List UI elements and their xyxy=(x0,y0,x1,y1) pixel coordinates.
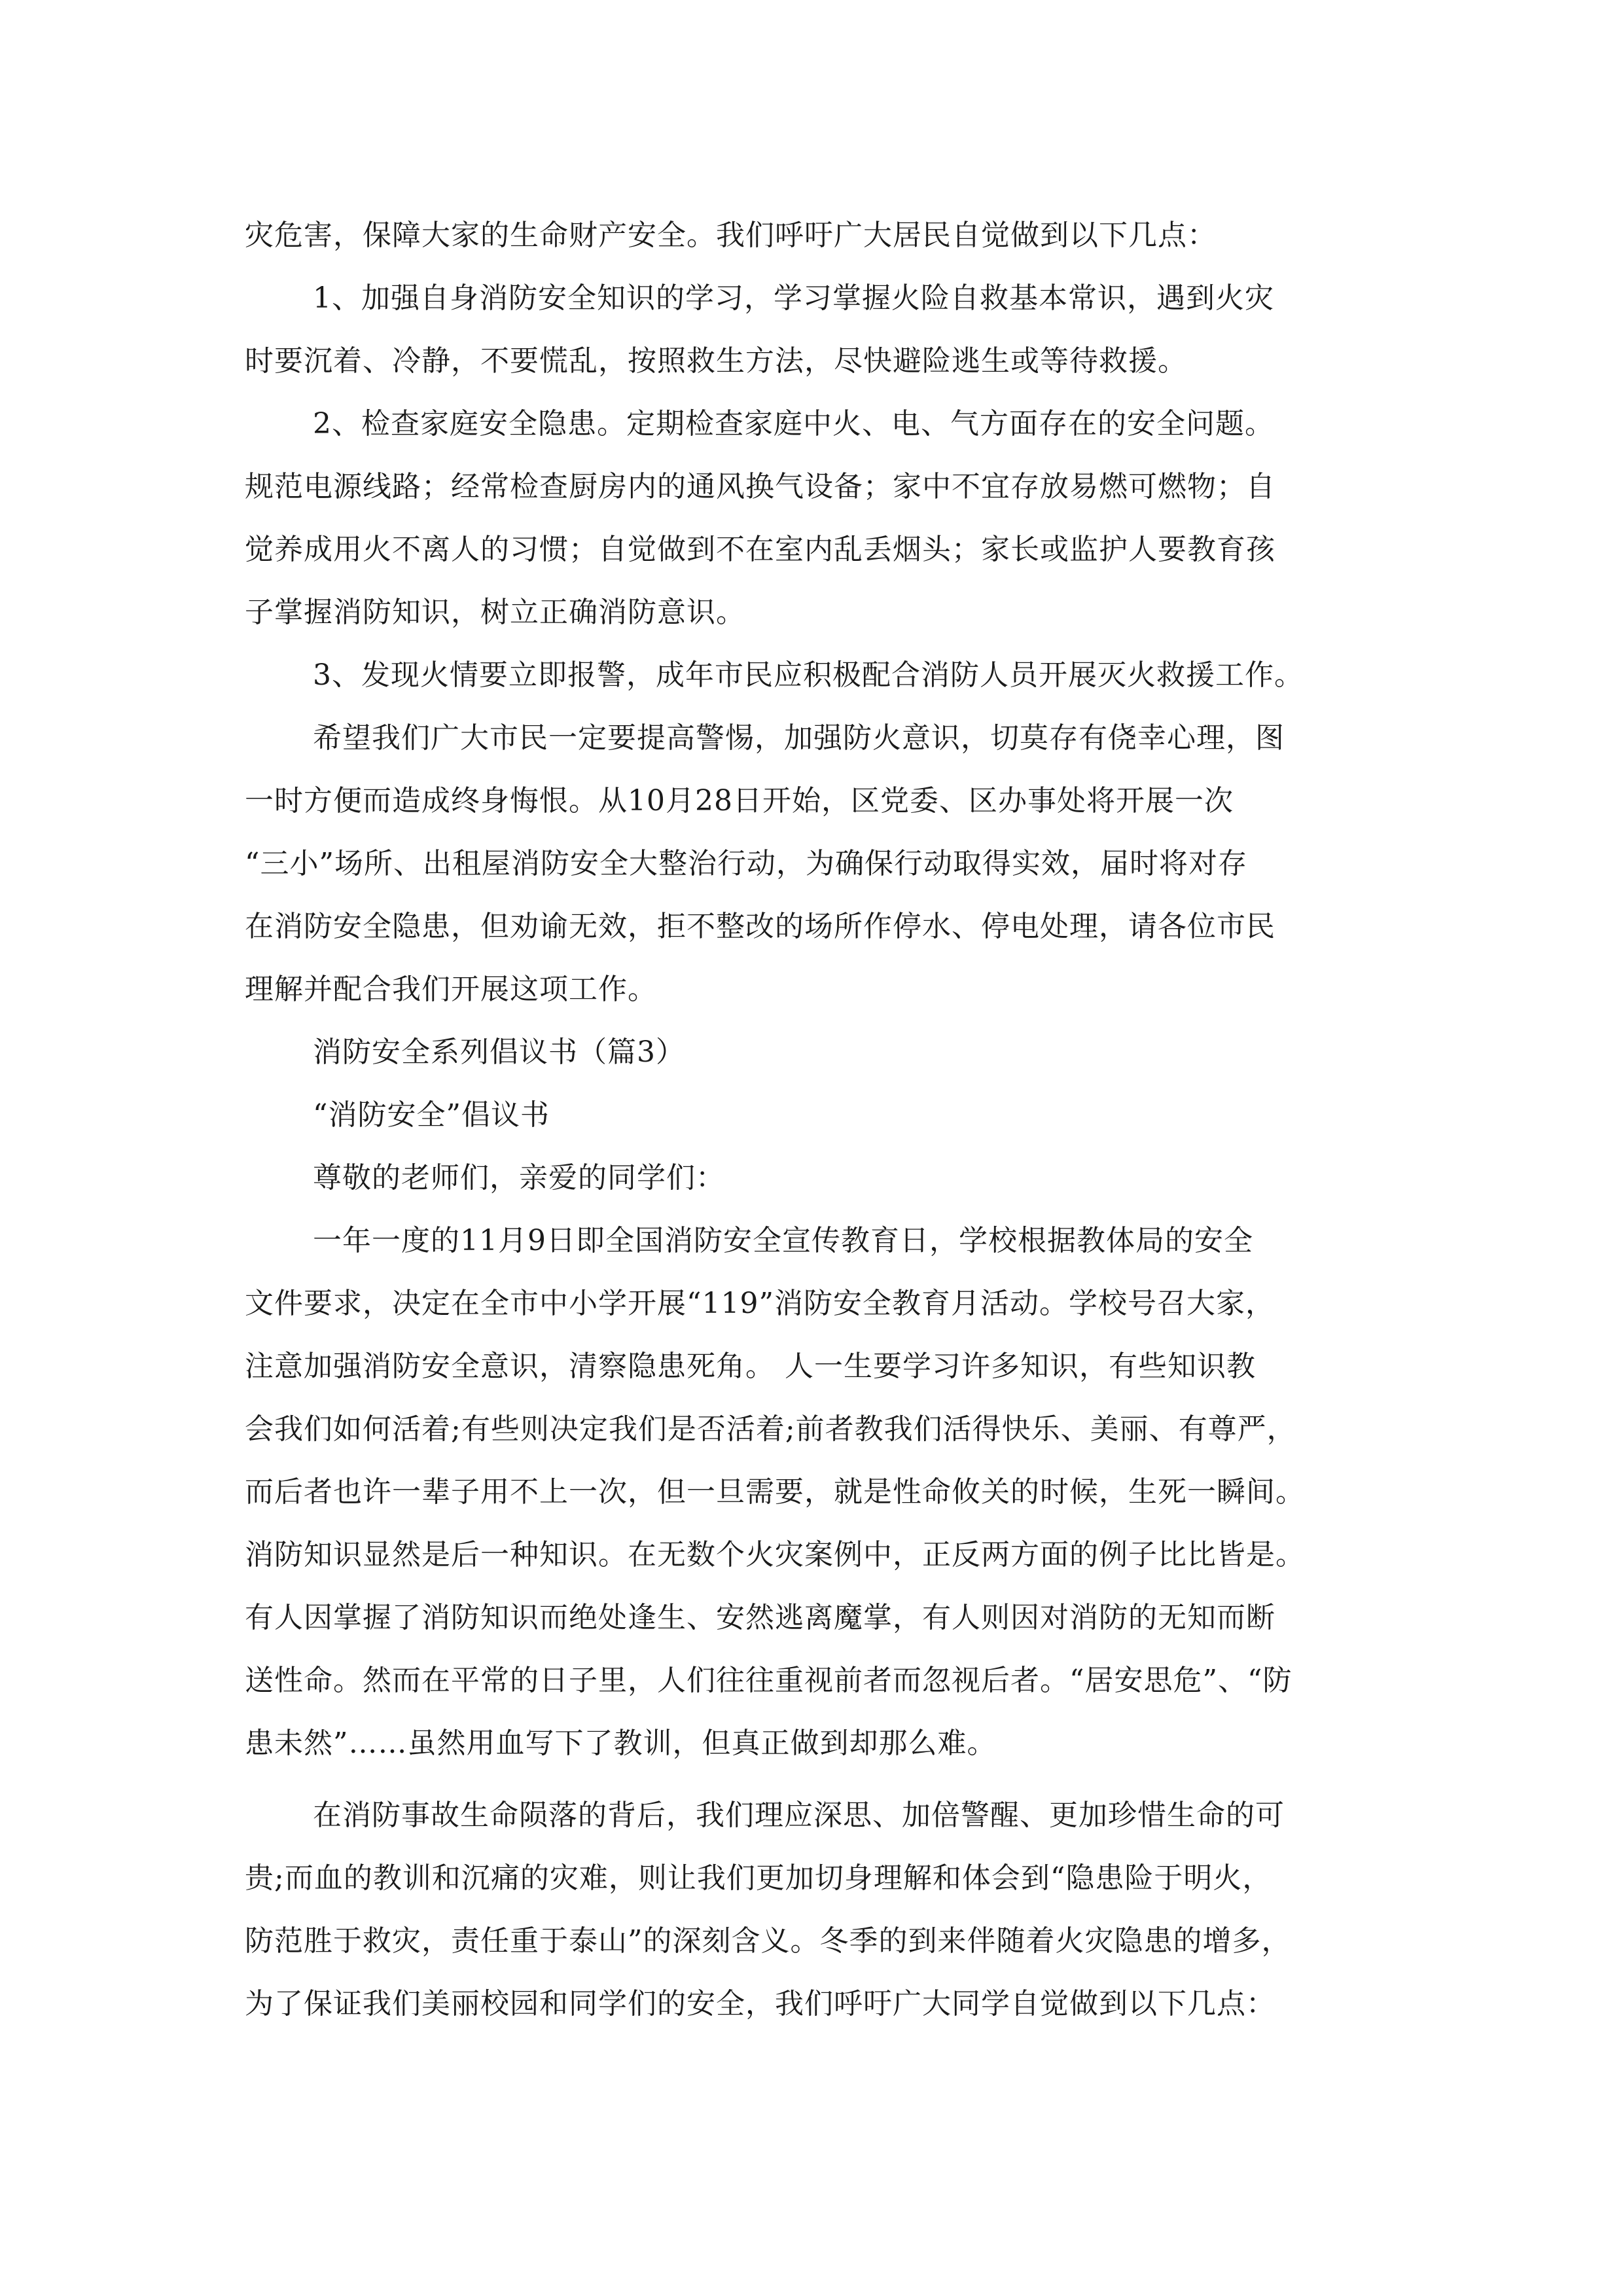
text-line: 一年一度的11月9日即全国消防安全宣传教育日，学校根据教体局的安全 xyxy=(313,1224,1253,1257)
text-line: 有人因掌握了消防知识而绝处逢生、安然逃离魔掌，有人则因对消防的无知而断 xyxy=(245,1601,1275,1634)
text-line: 贵;而血的教训和沉痛的灾难，则让我们更加切身理解和体会到“隐患险于明火， xyxy=(245,1861,1272,1895)
text-line: 一时方便而造成终身悔恨。从10月28日开始，区党委、区办事处将开展一次 xyxy=(245,784,1234,817)
text-line: 为了保证我们美丽校园和同学们的安全，我们呼吁广大同学自觉做到以下几点： xyxy=(245,1987,1275,2020)
letter-title: “消防安全”倡议书 xyxy=(313,1098,550,1132)
text-line: 防范胜于救灾，责任重于泰山”的深刻含义。冬季的到来伴随着火灾隐患的增多， xyxy=(245,1924,1291,1958)
text-line: 2、检查家庭安全隐患。定期检查家庭中火、电、气方面存在的安全问题。 xyxy=(313,407,1274,440)
text-line: 理解并配合我们开展这项工作。 xyxy=(245,973,657,1006)
document-body xyxy=(245,204,1397,2036)
text-line: 觉养成用火不离人的习惯；自觉做到不在室内乱丢烟头；家长或监护人要教育孩 xyxy=(245,533,1275,566)
text-line: 会我们如何活着;有些则决定我们是否活着;前者教我们活得快乐、美丽、有尊严， xyxy=(245,1412,1296,1446)
text-line: 3、发现火情要立即报警，成年市民应积极配合消防人员开展灭火救援工作。 xyxy=(313,658,1304,692)
text-line: 在消防安全隐患，但劝谕无效，拒不整改的场所作停水、停电处理，请各位市民 xyxy=(245,910,1275,943)
text-line: 灾危害，保障大家的生命财产安全。我们呼吁广大居民自觉做到以下几点： xyxy=(245,219,1217,252)
text-line: 而后者也许一辈子用不上一次，但一旦需要，就是性命攸关的时候，生死一瞬间。 xyxy=(245,1475,1305,1509)
text-line: 规范电源线路；经常检查厨房内的通风换气设备；家中不宜存放易燃可燃物；自 xyxy=(245,470,1275,503)
text-line: 时要沉着、冷静，不要慌乱，按照救生方法，尽快避险逃生或等待救援。 xyxy=(245,344,1187,378)
text-line: 子掌握消防知识，树立正确消防意识。 xyxy=(245,596,745,629)
text-line: 送性命。然而在平常的日子里，人们往往重视前者而忽视后者。“居安思危”、“防 xyxy=(245,1664,1293,1697)
text-line: 在消防事故生命陨落的背后，我们理应深思、加倍警醒、更加珍惜生命的可 xyxy=(313,1799,1285,1832)
text-line: 注意加强消防安全意识，清察隐患死角。 人一生要学习许多知识，有些知识教 xyxy=(245,1350,1256,1383)
salutation: 尊敬的老师们，亲爱的同学们： xyxy=(313,1161,725,1194)
paragraph-gap xyxy=(245,1775,1397,1784)
text-line: “三小”场所、出租屋消防安全大整治行动，为确保行动取得实效，届时将对存 xyxy=(245,847,1247,880)
section-heading: 消防安全系列倡议书（篇3） xyxy=(313,1035,685,1069)
text-line: 希望我们广大市民一定要提高警惕，加强防火意识，切莫存有侥幸心理，图 xyxy=(313,721,1285,755)
text-line: 1、加强自身消防安全知识的学习，学习掌握火险自救基本常识，遇到火灾 xyxy=(313,281,1274,315)
text-line: 文件要求，决定在全市中小学开展“119”消防安全教育月活动。学校号召大家， xyxy=(245,1287,1275,1320)
text-line: 消防知识显然是后一种知识。在无数个火灾案例中，正反两方面的例子比比皆是。 xyxy=(245,1538,1305,1571)
text-line: 患未然”……虽然用血写下了教训，但真正做到却那么难。 xyxy=(245,1727,997,1760)
